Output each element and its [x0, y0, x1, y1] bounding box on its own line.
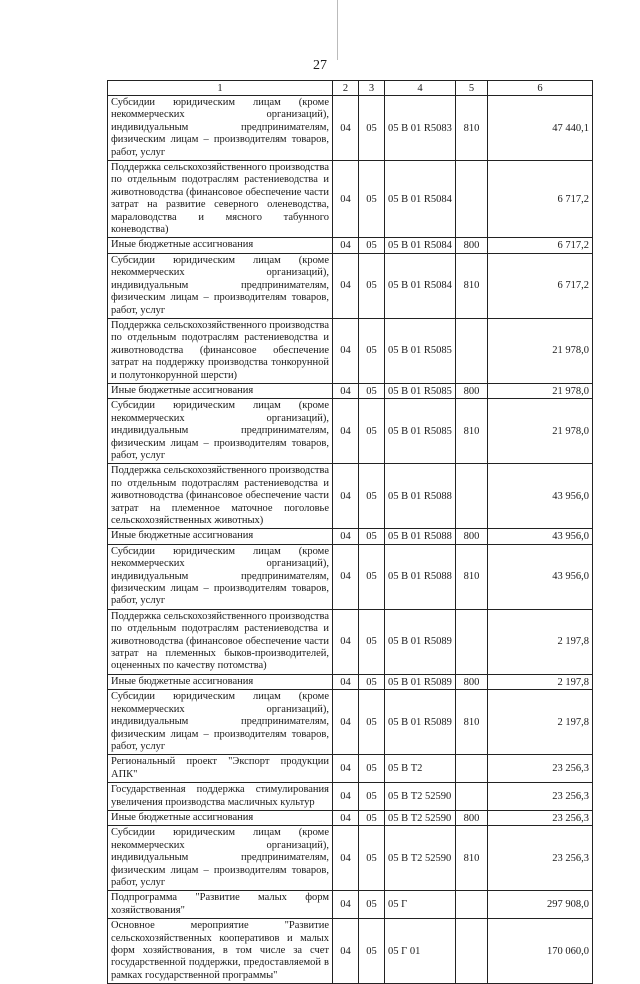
- row-subsection-cell: 05: [359, 826, 385, 891]
- row-type-cell: 810: [456, 826, 488, 891]
- row-type-cell: 810: [456, 253, 488, 318]
- page-number: 27: [313, 58, 327, 73]
- row-code-cell: 05 В 01 R5084: [385, 238, 456, 253]
- row-amount-cell: 6 717,2: [488, 253, 593, 318]
- scan-artifact-line: [337, 0, 338, 60]
- row-section-cell: 04: [333, 253, 359, 318]
- row-name-cell: Субсидии юридическим лицам (кроме некоммерческих организаций), индивидуальным предпринимателям, физическим лицам – производителям товаров, работ, услуг: [108, 253, 333, 318]
- row-section-cell: 04: [333, 529, 359, 544]
- row-amount-cell: 297 908,0: [488, 891, 593, 919]
- row-section-cell: 04: [333, 238, 359, 253]
- table-row: [108, 161, 593, 238]
- row-section-cell: 04: [333, 810, 359, 825]
- row-amount-cell: 23 256,3: [488, 755, 593, 783]
- row-code-cell: 05 В 01 R5085: [385, 383, 456, 398]
- row-name-cell: Региональный проект "Экспорт продукции АПК": [108, 755, 333, 783]
- row-subsection-cell: 05: [359, 919, 385, 984]
- row-subsection-cell: 05: [359, 161, 385, 238]
- row-subsection-cell: 05: [359, 253, 385, 318]
- row-name-cell: Иные бюджетные ассигнования: [108, 674, 333, 689]
- row-section-cell: 04: [333, 755, 359, 783]
- row-subsection-cell: 05: [359, 383, 385, 398]
- row-name-cell: Субсидии юридическим лицам (кроме некоммерческих организаций), индивидуальным предпринимателям, физическим лицам – производителям товаров, работ, услуг: [108, 399, 333, 464]
- row-subsection-cell: 05: [359, 96, 385, 161]
- row-subsection-cell: 05: [359, 399, 385, 464]
- header-cell: 2: [333, 81, 359, 96]
- row-name-cell: Поддержка сельскохозяйственного производства по отдельным подотраслям растениеводства и животноводства (финансовое обеспечение части затрат на племенное маточное поголовье сельскохозяйственных животных): [108, 464, 333, 529]
- row-subsection-cell: 05: [359, 544, 385, 609]
- row-code-cell: 05 В 01 R5088: [385, 464, 456, 529]
- row-type-cell: 810: [456, 96, 488, 161]
- row-section-cell: 04: [333, 464, 359, 529]
- row-amount-cell: 23 256,3: [488, 810, 593, 825]
- row-subsection-cell: 05: [359, 238, 385, 253]
- row-code-cell: 05 В 01 R5089: [385, 609, 456, 674]
- row-section-cell: 04: [333, 399, 359, 464]
- row-subsection-cell: 05: [359, 529, 385, 544]
- table-row: [108, 891, 593, 919]
- row-name-cell: Основное мероприятие "Развитие сельскохозяйственных кооперативов и малых форм хозяйствования, в том числе за счет государственной поддержки, предоставляемой в рамках государственной программы": [108, 919, 333, 984]
- row-name-cell: Субсидии юридическим лицам (кроме некоммерческих организаций), индивидуальным предпринимателям, физическим лицам – производителям товаров, работ, услуг: [108, 826, 333, 891]
- row-subsection-cell: 05: [359, 674, 385, 689]
- row-type-cell: 800: [456, 529, 488, 544]
- row-type-cell: [456, 783, 488, 811]
- row-code-cell: 05 В 01 R5089: [385, 690, 456, 755]
- row-amount-cell: 2 197,8: [488, 674, 593, 689]
- row-amount-cell: 21 978,0: [488, 318, 593, 383]
- table-row: [108, 96, 593, 161]
- table-row: [108, 464, 593, 529]
- row-code-cell: 05 В 01 R5088: [385, 544, 456, 609]
- row-type-cell: [456, 161, 488, 238]
- row-amount-cell: 6 717,2: [488, 238, 593, 253]
- row-name-cell: Поддержка сельскохозяйственного производства по отдельным подотраслям растениеводства и животноводства (финансовое обеспечение затрат на поддержку производства тонкорунной и полутонкорунной шерсти): [108, 318, 333, 383]
- row-amount-cell: 21 978,0: [488, 383, 593, 398]
- row-subsection-cell: 05: [359, 783, 385, 811]
- row-code-cell: 05 В 01 R5084: [385, 253, 456, 318]
- row-type-cell: [456, 891, 488, 919]
- table-row: [108, 690, 593, 755]
- row-type-cell: 800: [456, 383, 488, 398]
- row-name-cell: Государственная поддержка стимулирования увеличения производства масличных культур: [108, 783, 333, 811]
- row-code-cell: 05 В Т2 52590: [385, 783, 456, 811]
- budget-table: [107, 80, 593, 984]
- row-type-cell: [456, 464, 488, 529]
- table-row: [108, 755, 593, 783]
- row-code-cell: 05 В 01 R5089: [385, 674, 456, 689]
- row-name-cell: Субсидии юридическим лицам (кроме некоммерческих организаций), индивидуальным предпринимателям, физическим лицам – производителям товаров, работ, услуг: [108, 96, 333, 161]
- row-type-cell: [456, 919, 488, 984]
- header-cell: 4: [385, 81, 456, 96]
- row-name-cell: Субсидии юридическим лицам (кроме некоммерческих организаций), индивидуальным предпринимателям, физическим лицам – производителям товаров, работ, услуг: [108, 690, 333, 755]
- row-type-cell: 800: [456, 674, 488, 689]
- table-row: [108, 383, 593, 398]
- row-amount-cell: 170 060,0: [488, 919, 593, 984]
- row-subsection-cell: 05: [359, 464, 385, 529]
- row-code-cell: 05 В Т2 52590: [385, 826, 456, 891]
- row-section-cell: 04: [333, 544, 359, 609]
- row-type-cell: [456, 609, 488, 674]
- table-row: [108, 529, 593, 544]
- table-row: [108, 544, 593, 609]
- row-type-cell: 810: [456, 399, 488, 464]
- row-amount-cell: 2 197,8: [488, 690, 593, 755]
- row-subsection-cell: 05: [359, 609, 385, 674]
- header-cell: 3: [359, 81, 385, 96]
- row-subsection-cell: 05: [359, 755, 385, 783]
- row-amount-cell: 23 256,3: [488, 826, 593, 891]
- header-cell: 1: [108, 81, 333, 96]
- row-subsection-cell: 05: [359, 318, 385, 383]
- row-code-cell: 05 Г: [385, 891, 456, 919]
- row-section-cell: 04: [333, 826, 359, 891]
- row-code-cell: 05 В 01 R5088: [385, 529, 456, 544]
- row-section-cell: 04: [333, 690, 359, 755]
- row-section-cell: 04: [333, 783, 359, 811]
- row-type-cell: [456, 318, 488, 383]
- table-row: [108, 399, 593, 464]
- header-row: [108, 81, 593, 96]
- row-amount-cell: 47 440,1: [488, 96, 593, 161]
- row-amount-cell: 43 956,0: [488, 464, 593, 529]
- row-subsection-cell: 05: [359, 891, 385, 919]
- row-amount-cell: 43 956,0: [488, 544, 593, 609]
- table-row: [108, 318, 593, 383]
- row-section-cell: 04: [333, 674, 359, 689]
- row-subsection-cell: 05: [359, 690, 385, 755]
- table-body: [108, 96, 593, 984]
- row-amount-cell: 43 956,0: [488, 529, 593, 544]
- row-subsection-cell: 05: [359, 810, 385, 825]
- table-row: [108, 674, 593, 689]
- row-code-cell: 05 В 01 R5083: [385, 96, 456, 161]
- row-name-cell: Иные бюджетные ассигнования: [108, 529, 333, 544]
- row-amount-cell: 23 256,3: [488, 783, 593, 811]
- row-name-cell: Субсидии юридическим лицам (кроме некоммерческих организаций), индивидуальным предпринимателям, физическим лицам – производителям товаров, работ, услуг: [108, 544, 333, 609]
- row-code-cell: 05 Г 01: [385, 919, 456, 984]
- row-name-cell: Иные бюджетные ассигнования: [108, 810, 333, 825]
- row-section-cell: 04: [333, 609, 359, 674]
- row-section-cell: 04: [333, 383, 359, 398]
- row-amount-cell: 21 978,0: [488, 399, 593, 464]
- row-section-cell: 04: [333, 318, 359, 383]
- row-type-cell: 810: [456, 690, 488, 755]
- row-code-cell: 05 В Т2: [385, 755, 456, 783]
- row-amount-cell: 6 717,2: [488, 161, 593, 238]
- row-type-cell: 800: [456, 238, 488, 253]
- table-row: [108, 810, 593, 825]
- row-code-cell: 05 В 01 R5085: [385, 399, 456, 464]
- row-name-cell: Иные бюджетные ассигнования: [108, 383, 333, 398]
- table-row: [108, 238, 593, 253]
- row-code-cell: 05 В 01 R5084: [385, 161, 456, 238]
- header-cell: 5: [456, 81, 488, 96]
- row-code-cell: 05 В Т2 52590: [385, 810, 456, 825]
- row-section-cell: 04: [333, 96, 359, 161]
- table-row: [108, 253, 593, 318]
- row-name-cell: Поддержка сельскохозяйственного производства по отдельным подотраслям растениеводства и животноводства (финансовое обеспечение части затрат на развитие северного оленеводства, мараловодства и мясного табунного коневодства): [108, 161, 333, 238]
- row-amount-cell: 2 197,8: [488, 609, 593, 674]
- row-name-cell: Подпрограмма "Развитие малых форм хозяйствования": [108, 891, 333, 919]
- row-section-cell: 04: [333, 891, 359, 919]
- row-section-cell: 04: [333, 919, 359, 984]
- row-code-cell: 05 В 01 R5085: [385, 318, 456, 383]
- table-row: [108, 826, 593, 891]
- row-name-cell: Поддержка сельскохозяйственного производства по отдельным подотраслям растениеводства и животноводства (финансовое обеспечение части затрат на племенных быков-производителей, оцененных по качеству потомства): [108, 609, 333, 674]
- table-row: [108, 609, 593, 674]
- row-type-cell: [456, 755, 488, 783]
- row-name-cell: Иные бюджетные ассигнования: [108, 238, 333, 253]
- table-row: [108, 783, 593, 811]
- header-cell: 6: [488, 81, 593, 96]
- row-type-cell: 810: [456, 544, 488, 609]
- row-section-cell: 04: [333, 161, 359, 238]
- row-type-cell: 800: [456, 810, 488, 825]
- table-row: [108, 919, 593, 984]
